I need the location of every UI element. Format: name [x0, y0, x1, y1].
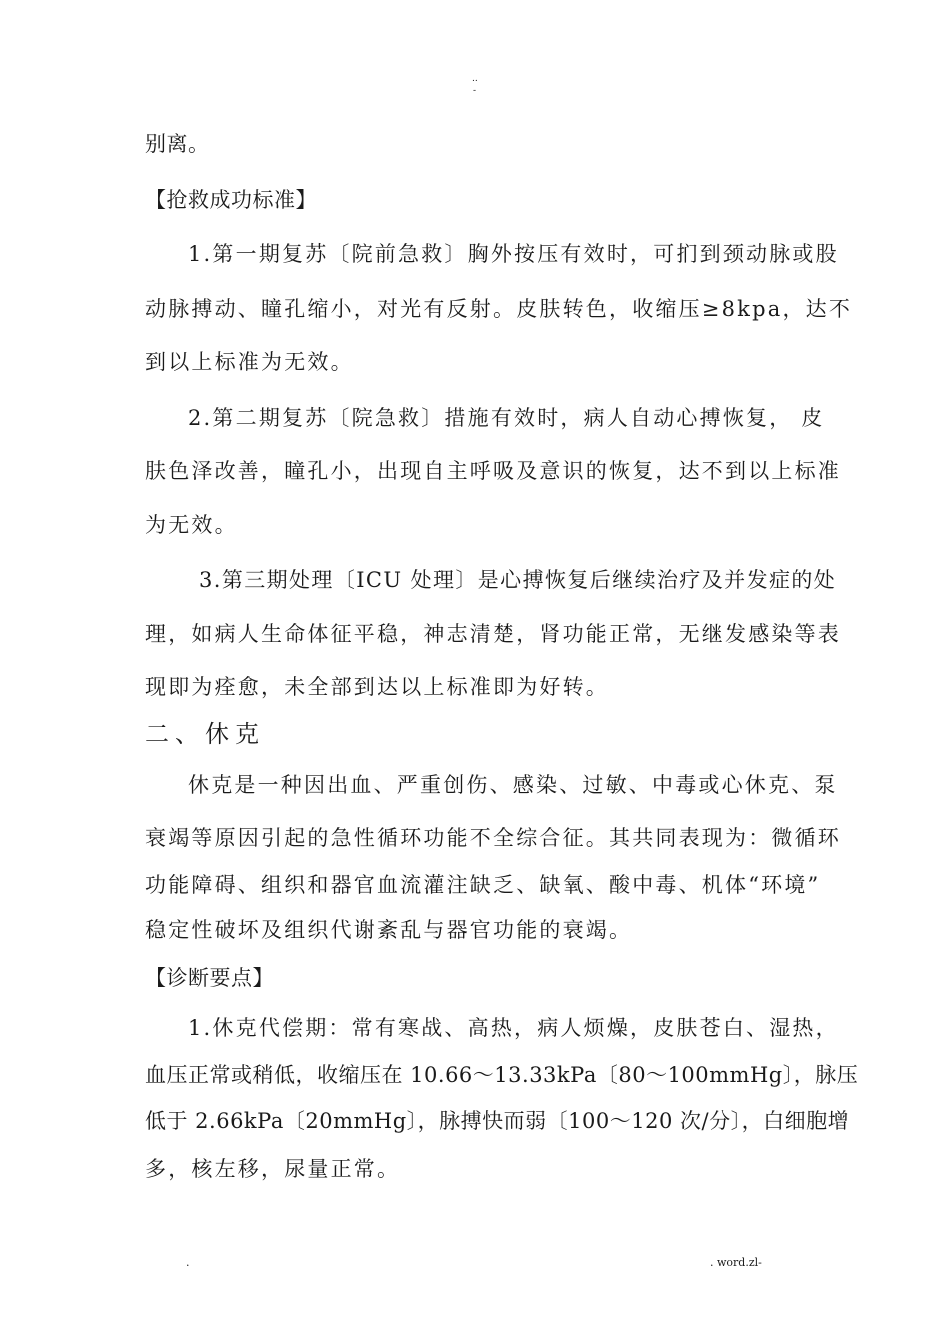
text-line: 1.休克代偿期：常有寒战、高热，病人烦燥，皮肤苍白、湿热， [188, 1016, 839, 1040]
text-line: 1.第一期复苏〔院前急救〕胸外按压有效时，可扪到颈动脉或股 [188, 242, 839, 266]
text-line: 低于 2.66kPa〔20mmHg〕，脉搏快而弱〔100～120 次/分〕，白细胞增 [145, 1109, 850, 1133]
text-line: 到以上标准为无效。 [145, 350, 354, 374]
header-mark-top: .. [472, 74, 478, 84]
text-line: 多，核左移，尿量正常。 [145, 1157, 401, 1181]
text-line: 稳定性破坏及组织代谢紊乱与器官功能的衰竭。 [145, 918, 633, 942]
text-line: 2.第二期复苏〔院急救〕措施有效时，病人自动心搏恢复， 皮 [188, 406, 825, 430]
text-line: 动脉搏动、瞳孔缩小，对光有反射。皮肤转色，收缩压≥8kpa，达不 [145, 297, 853, 321]
footer-left: . [186, 1256, 190, 1269]
footer-right: . word.zl- [710, 1256, 762, 1269]
text-line: 休克是一种因出血、严重创伤、感染、过敏、中毒或心休克、泵 [188, 773, 838, 797]
text-line: 别离。 [145, 132, 210, 156]
text-line: 3.第三期处理〔ICU 处理〕是心搏恢复后继续治疗及并发症的处 [199, 568, 837, 592]
section-label-rescue-criteria: 【抢救成功标准】 [145, 188, 317, 212]
text-line: 肤色泽改善，瞳孔小，出现自主呼吸及意识的恢复，达不到以上标准 [145, 459, 841, 483]
text-line: 功能障碍、组织和器官血流灌注缺乏、缺氧、酸中毒、机体“环境” [145, 873, 821, 897]
text-line: 现即为痊愈，未全部到达以上标准即为好转。 [145, 675, 609, 699]
header-mark-bottom: - [473, 86, 477, 96]
section-heading-shock: 二、休克 [145, 720, 265, 748]
text-line: 衰竭等原因引起的急性循环功能不全综合征。其共同表现为：微循环 [145, 826, 841, 850]
text-line: 理，如病人生命体征平稳，神志清楚，肾功能正常，无继发感染等表 [145, 622, 841, 646]
section-label-diagnosis: 【诊断要点】 [145, 966, 274, 990]
text-line: 血压正常或稍低，收缩压在 10.66～13.33kPa〔80～100mmHg〕，脉压 [145, 1063, 859, 1087]
text-line: 为无效。 [145, 513, 238, 537]
